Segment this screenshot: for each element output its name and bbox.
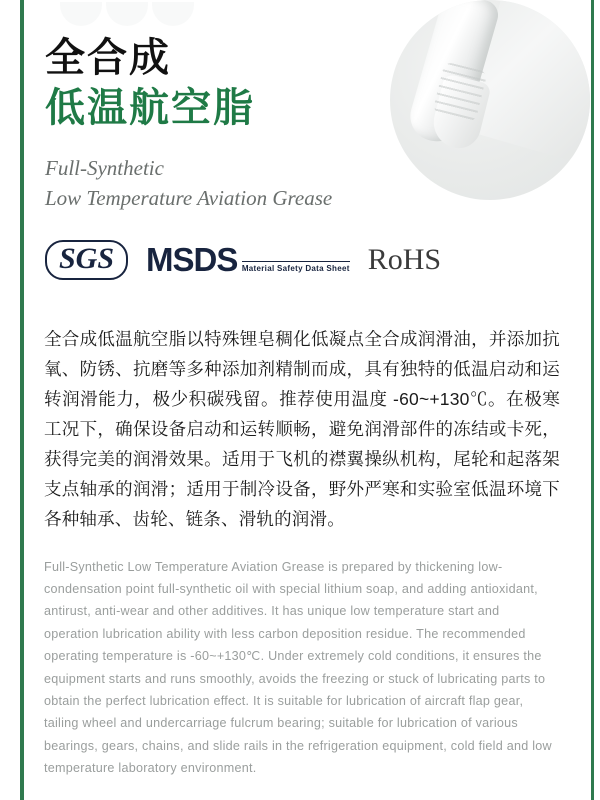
page-title-cn-line2: 低温航空脂 bbox=[45, 85, 255, 130]
page-title-en bbox=[45, 153, 465, 214]
gear-icon bbox=[152, 2, 194, 26]
page-title-en-line2: Low Temperature Aviation Grease bbox=[45, 186, 333, 211]
description-chinese: 全合成低温航空脂以特殊锂皂稠化低凝点全合成润滑油，并添加抗氧、防锈、抗磨等多种添加剂精制而成，具有独特的低温启动和运转润滑能力，极少积碳残留。推荐使用温度 -60~+130℃。在极寒工况下，确保设备启动和运转顺畅，避免润滑部件的冻结或卡死，获得完美的润滑效果。适用于飞机的襟翼操纵机构，尾轮和起落架支点轴承的润滑；适用于制冷设备，野外严寒和实验室低温环境下各种轴承、齿轮、链条、滑轨的润滑。 bbox=[44, 328, 560, 530]
msds-logo-label: MSDS bbox=[146, 241, 238, 279]
rohs-logo: RoHS bbox=[367, 242, 442, 276]
msds-logo bbox=[146, 241, 350, 279]
title-block bbox=[45, 36, 465, 214]
msds-logo-sublabel: Material Safety Data Sheet bbox=[242, 261, 350, 273]
description-english: Full-Synthetic Low Temperature Aviation Grease is prepared by thickening low-condensation point full-synthetic oil with special lithium soap, and adding antioxidant, antirust, anti-wear and other additives. It has unique low temperature start and operation lubrication ability with less carbon deposition residue. The recommended operating temperature is -60~+130℃. Under extremely cold conditions, it ensures the equipment starts and runs smoothly, avoids the freezing or stuck of lubricating parts to obtain the perfect lubrication effect. It is suitable for lubrication of aircraft flap gear, tailing wheel and undercarriage fulcrum bearing; suitable for lubrication of various bearings, gears, chains, and slide rails in the refrigeration equipment, cold field and low temperature laboratory environment. bbox=[44, 559, 552, 776]
page-title-en-line1: Full-Synthetic bbox=[45, 155, 164, 180]
gear-icon bbox=[106, 2, 148, 26]
sgs-logo: SGS bbox=[45, 240, 128, 280]
gear-watermark-decoration bbox=[60, 2, 180, 28]
left-green-rule bbox=[20, 0, 24, 800]
page-title-cn-line1: 全合成 bbox=[45, 36, 171, 80]
right-green-rule bbox=[591, 0, 594, 800]
certification-logos bbox=[45, 240, 441, 280]
gear-icon bbox=[60, 2, 102, 26]
